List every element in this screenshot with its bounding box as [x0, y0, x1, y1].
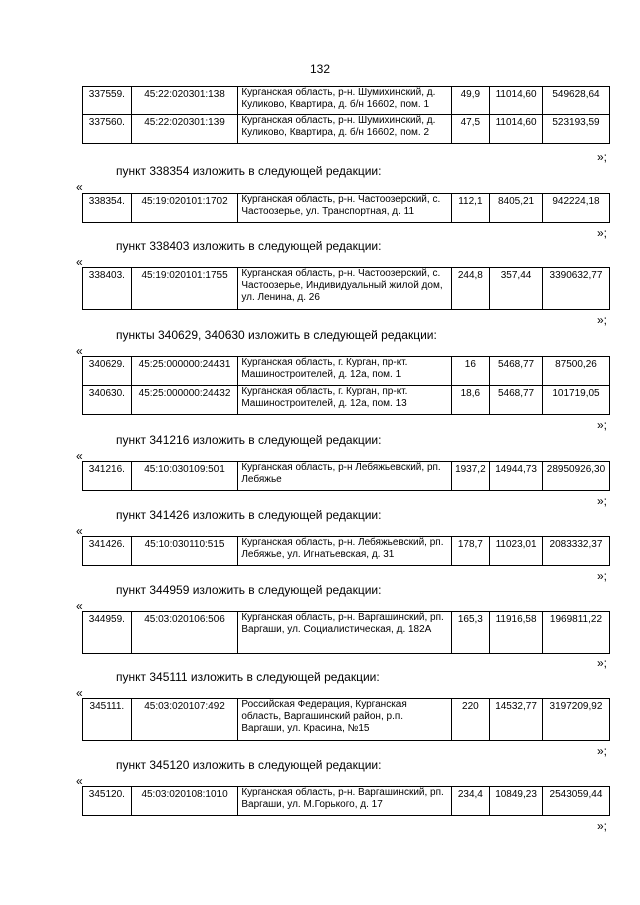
rate-cell: 11014,60	[490, 87, 543, 115]
close-quote: »;	[597, 226, 608, 240]
record-table	[82, 267, 610, 310]
address-cell: Курганская область, р-н Лебяжьевский, рп. Лебяжье	[238, 462, 451, 491]
open-quote: «	[76, 524, 83, 538]
close-quote: »;	[597, 494, 608, 508]
cadastral-number: 45:03:020108:1010	[131, 787, 238, 816]
section-heading: пункт 345111 изложить в следующей редакции:	[116, 670, 380, 684]
close-quote: »;	[597, 418, 608, 432]
section-heading: пункт 338354 изложить в следующей редакции:	[116, 164, 382, 178]
record-table	[82, 611, 610, 654]
open-quote: «	[76, 599, 83, 613]
area-cell: 16	[451, 357, 490, 386]
area-cell: 220	[451, 699, 490, 741]
close-quote: »;	[597, 313, 608, 327]
value-cell: 3390632,77	[542, 268, 609, 310]
table-row	[83, 268, 610, 310]
area-cell: 234,4	[451, 787, 490, 816]
open-quote: «	[76, 774, 83, 788]
rate-cell: 5468,77	[490, 357, 543, 386]
table-row	[83, 612, 610, 654]
table-row	[83, 462, 610, 491]
record-number: 338354.	[83, 194, 132, 223]
record-number: 340629.	[83, 357, 132, 386]
close-quote: »;	[597, 569, 608, 583]
value-cell: 523193,59	[542, 115, 609, 144]
cadastral-number: 45:22:020301:138	[131, 87, 238, 115]
record-number: 344959.	[83, 612, 132, 654]
cadastral-number: 45:03:020107:492	[131, 699, 238, 741]
close-quote: »;	[597, 819, 608, 833]
rate-cell: 10849,23	[490, 787, 543, 816]
address-cell: Курганская область, г. Курган, пр-кт. Машиностроителей, д. 12а, пом. 1	[238, 357, 451, 386]
rate-cell: 357,44	[490, 268, 543, 310]
section-heading: пункт 344959 изложить в следующей редакции:	[116, 583, 382, 597]
cadastral-number: 45:10:030109:501	[131, 462, 238, 491]
close-quote: »;	[597, 150, 608, 164]
section-heading: пункт 338403 изложить в следующей редакции:	[116, 239, 382, 253]
table-row	[83, 87, 610, 115]
rate-cell: 11916,58	[490, 612, 543, 654]
cadastral-number: 45:10:030110:515	[131, 537, 238, 566]
value-cell: 2543059,44	[542, 787, 609, 816]
cadastral-number: 45:25:000000:24432	[131, 386, 238, 415]
address-cell: Курганская область, р-н. Частоозерский, с. Частоозерье, Индивидуальный жилой дом, ул. Ленина, д. 26	[238, 268, 451, 310]
record-number: 345120.	[83, 787, 132, 816]
area-cell: 178,7	[451, 537, 490, 566]
open-quote: «	[76, 255, 83, 269]
open-quote: «	[76, 180, 83, 194]
record-number: 345111.	[83, 699, 132, 741]
value-cell: 101719,05	[542, 386, 609, 415]
close-quote: »;	[597, 656, 608, 670]
record-number: 338403.	[83, 268, 132, 310]
cadastral-number: 45:22:020301:139	[131, 115, 238, 144]
table-row	[83, 357, 610, 386]
table-row	[83, 386, 610, 415]
section-heading: пункты 340629, 340630 изложить в следующей редакции:	[116, 328, 437, 342]
address-cell: Курганская область, р-н. Лебяжьевский, рп. Лебяжье, ул. Игнатьевская, д. 31	[238, 537, 451, 566]
rate-cell: 5468,77	[490, 386, 543, 415]
address-cell: Курганская область, р-н. Шумихинский, д. Куликово, Квартира, д. б/н 16602, пом. 1	[238, 87, 451, 115]
rate-cell: 11014,60	[490, 115, 543, 144]
rate-cell: 11023,01	[490, 537, 543, 566]
page-number: 132	[309, 62, 331, 76]
value-cell: 942224,18	[542, 194, 609, 223]
address-cell: Российская Федерация, Курганская область, Варгашинский район, р.п. Варгаши, ул. Красина, №15	[238, 699, 451, 741]
open-quote: «	[76, 686, 83, 700]
rate-cell: 14532,77	[490, 699, 543, 741]
record-number: 337559.	[83, 87, 132, 115]
address-cell: Курганская область, р-н. Варгашинский, рп. Варгаши, ул. М.Горького, д. 17	[238, 787, 451, 816]
address-cell: Курганская область, г. Курган, пр-кт. Машиностроителей, д. 12а, пом. 13	[238, 386, 451, 415]
record-table	[82, 86, 610, 144]
open-quote: «	[76, 449, 83, 463]
record-table	[82, 698, 610, 741]
address-cell: Курганская область, р-н. Шумихинский, д. Куликово, Квартира, д. б/н 16602, пом. 2	[238, 115, 451, 144]
area-cell: 112,1	[451, 194, 490, 223]
value-cell: 87500,26	[542, 357, 609, 386]
record-number: 341426.	[83, 537, 132, 566]
address-cell: Курганская область, р-н. Варгашинский, рп. Варгаши, ул. Социалистическая, д. 182А	[238, 612, 451, 654]
cadastral-number: 45:25:000000:24431	[131, 357, 238, 386]
record-table	[82, 536, 610, 566]
cadastral-number: 45:19:020101:1755	[131, 268, 238, 310]
section-heading: пункт 345120 изложить в следующей редакции:	[116, 758, 382, 772]
table-row	[83, 787, 610, 816]
record-number: 340630.	[83, 386, 132, 415]
cadastral-number: 45:03:020106:506	[131, 612, 238, 654]
table-row	[83, 194, 610, 223]
record-number: 341216.	[83, 462, 132, 491]
value-cell: 549628,64	[542, 87, 609, 115]
area-cell: 244,8	[451, 268, 490, 310]
table-row	[83, 537, 610, 566]
area-cell: 1937,2	[451, 462, 490, 491]
open-quote: «	[76, 344, 83, 358]
section-heading: пункт 341426 изложить в следующей редакции:	[116, 508, 382, 522]
section-heading: пункт 341216 изложить в следующей редакции:	[116, 433, 382, 447]
value-cell: 28950926,30	[542, 462, 609, 491]
record-table	[82, 461, 610, 491]
area-cell: 18,6	[451, 386, 490, 415]
area-cell: 49,9	[451, 87, 490, 115]
area-cell: 47,5	[451, 115, 490, 144]
table-row	[83, 115, 610, 144]
close-quote: »;	[597, 744, 608, 758]
rate-cell: 14944,73	[490, 462, 543, 491]
table-row	[83, 699, 610, 741]
value-cell: 3197209,92	[542, 699, 609, 741]
record-table	[82, 193, 610, 223]
value-cell: 1969811,22	[542, 612, 609, 654]
record-table	[82, 786, 610, 816]
area-cell: 165,3	[451, 612, 490, 654]
record-number: 337560.	[83, 115, 132, 144]
cadastral-number: 45:19:020101:1702	[131, 194, 238, 223]
record-table	[82, 356, 610, 415]
value-cell: 2083332,37	[542, 537, 609, 566]
rate-cell: 8405,21	[490, 194, 543, 223]
address-cell: Курганская область, р-н. Частоозерский, с. Частоозерье, ул. Транспортная, д. 11	[238, 194, 451, 223]
